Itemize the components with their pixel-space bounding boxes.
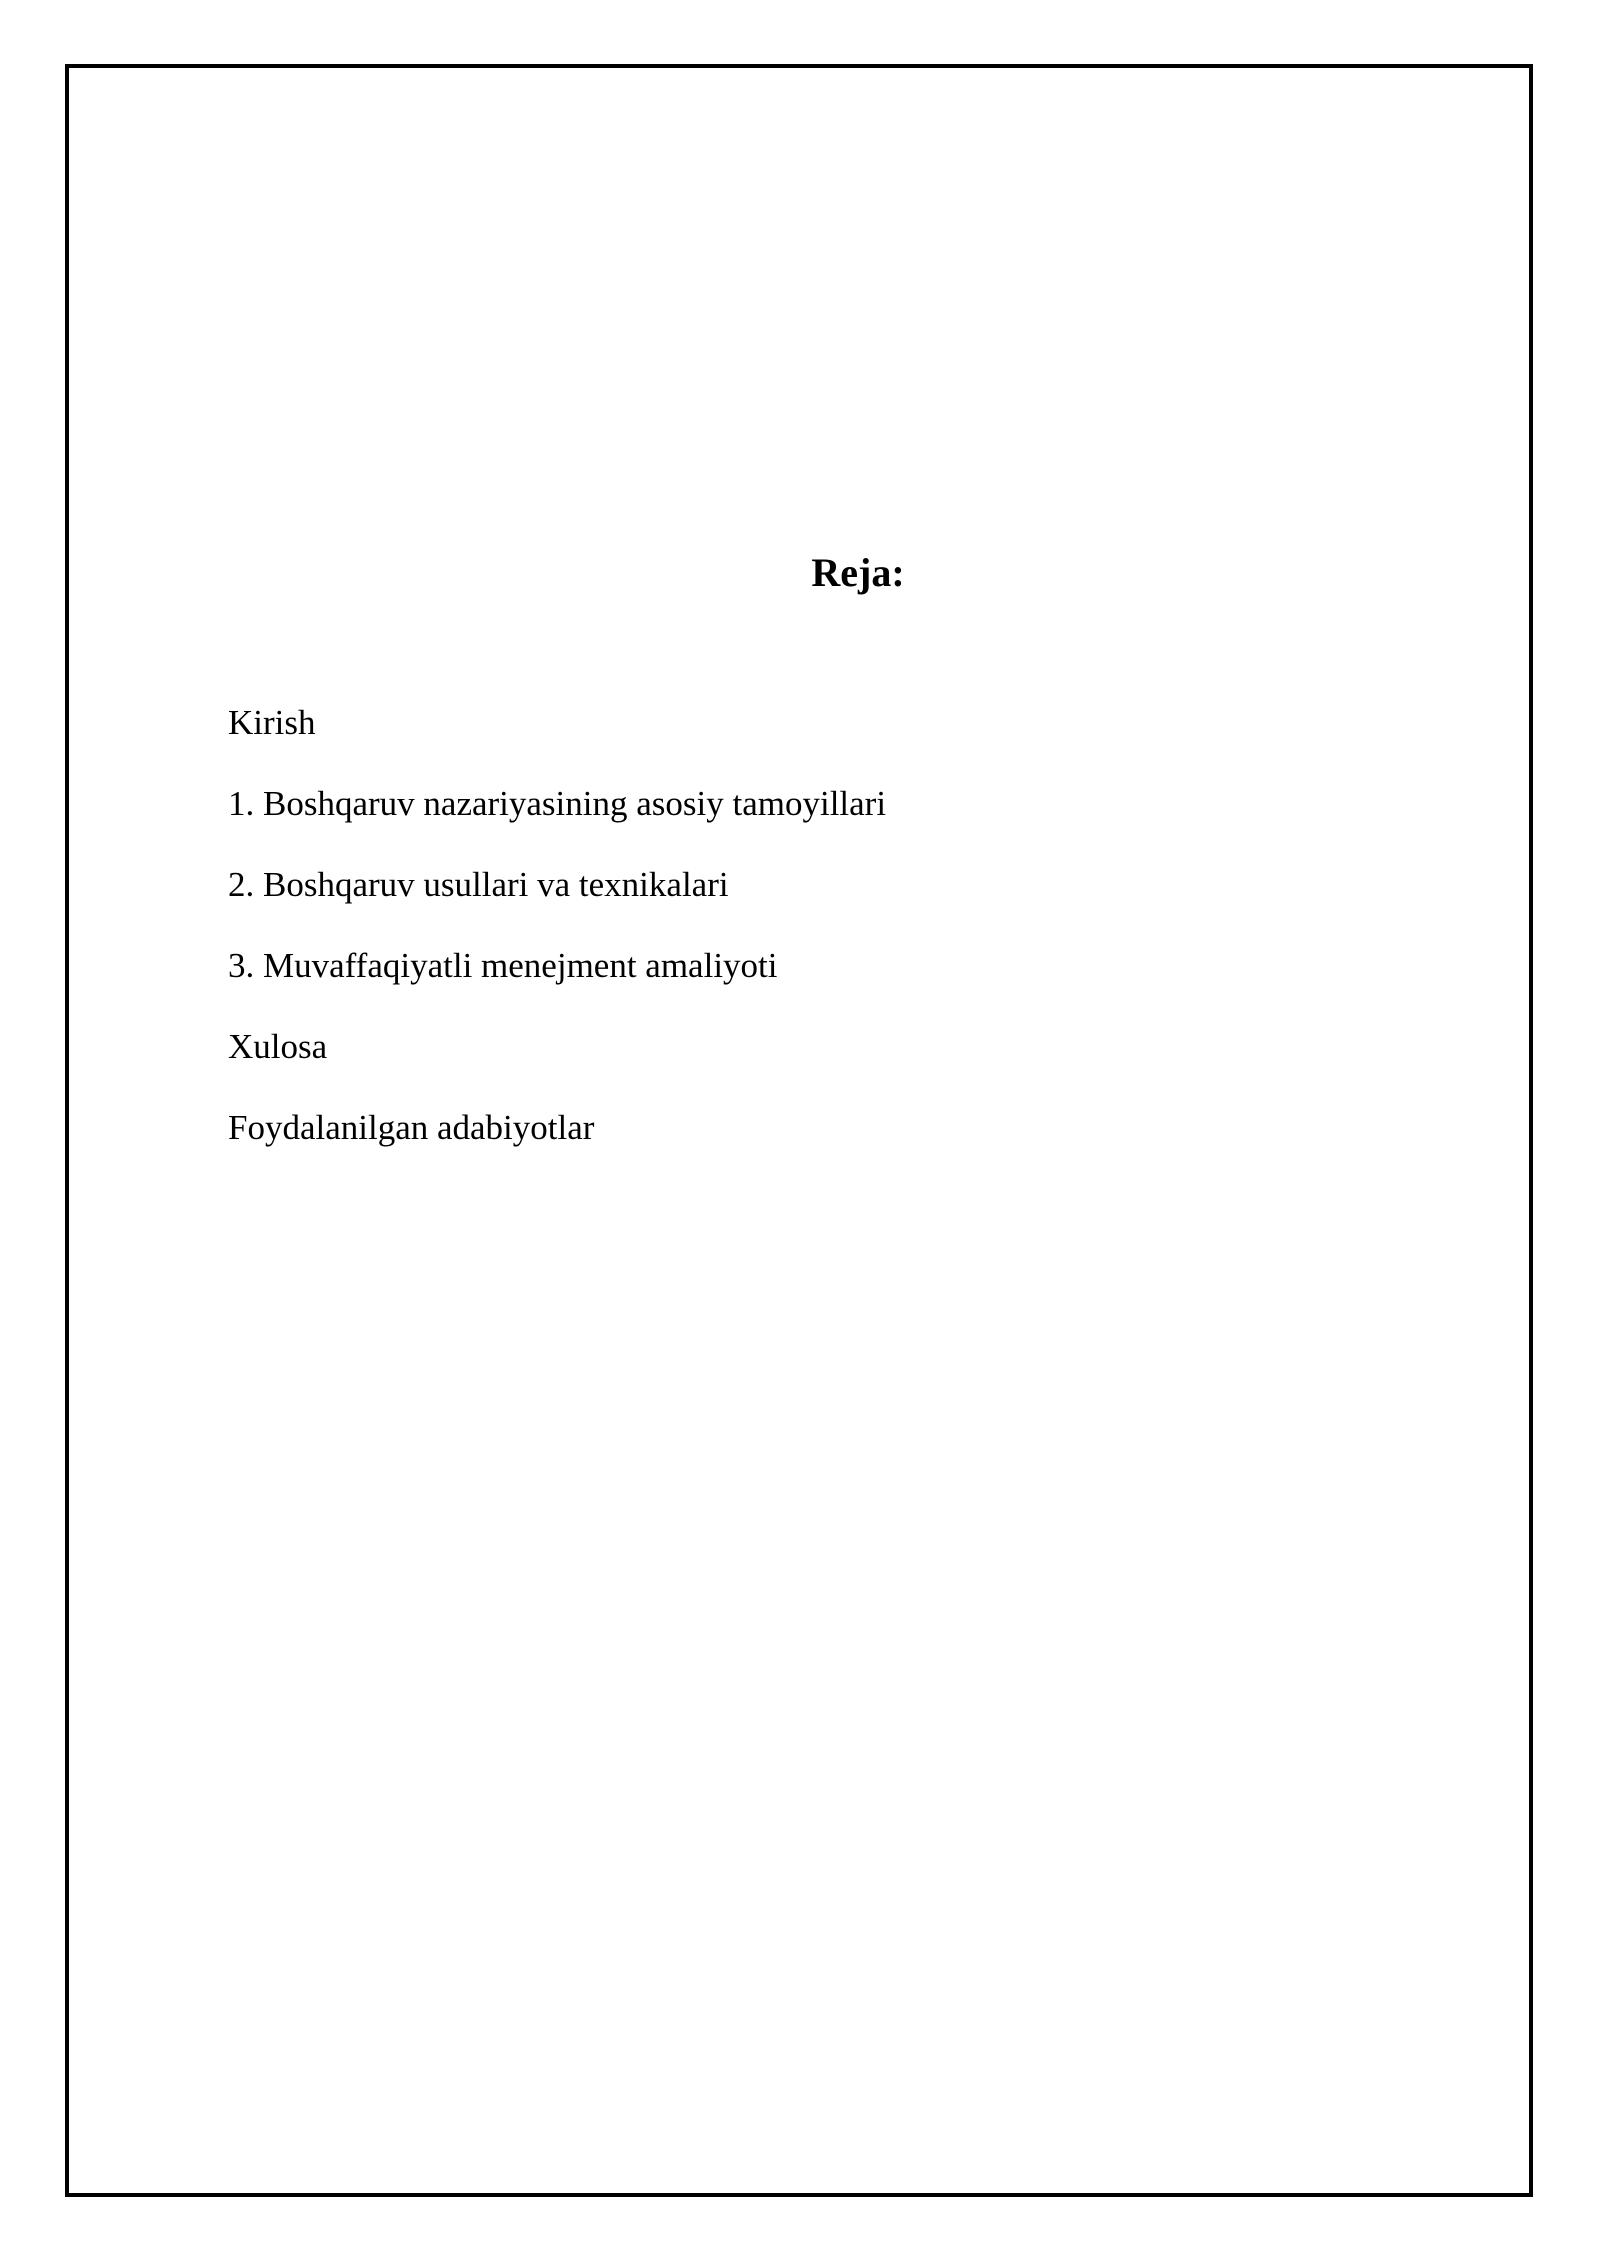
toc-item-section-3: 3. Muvaffaqiyatli menejment amaliyoti (228, 946, 778, 985)
toc-item-references: Foydalanilgan adabiyotlar (228, 1108, 595, 1147)
toc-item-conclusion: Xulosa (228, 1027, 328, 1066)
toc-item-introduction: Kirish (228, 703, 316, 742)
toc-item-section-2: 2. Boshqaruv usullari va texnikalari (228, 865, 729, 904)
table-of-contents (228, 695, 886, 1181)
toc-item-section-1: 1. Boshqaruv nazariyasining asosiy tamoyillari (228, 784, 887, 823)
page-title: Reja: (811, 550, 905, 595)
